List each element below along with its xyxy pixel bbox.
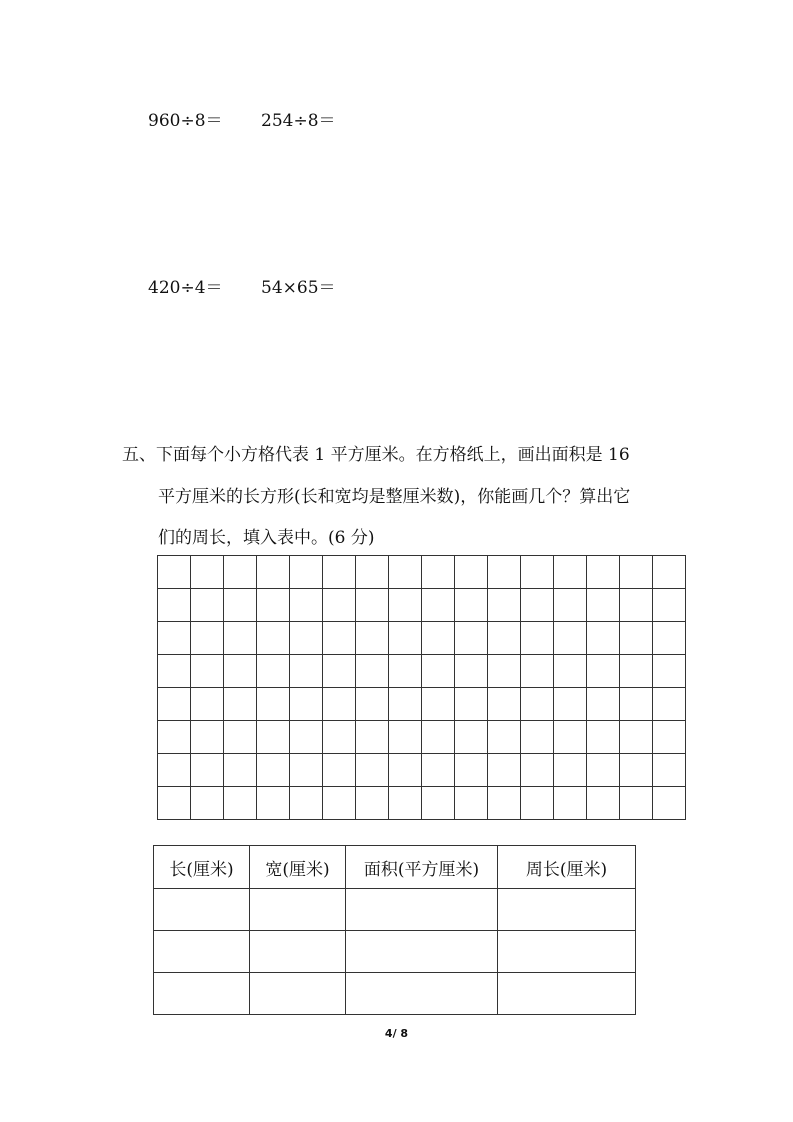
grid-cell[interactable] bbox=[554, 721, 587, 754]
answer-cell[interactable] bbox=[498, 931, 636, 973]
grid-cell[interactable] bbox=[620, 622, 653, 655]
grid-cell[interactable] bbox=[620, 721, 653, 754]
grid-cell[interactable] bbox=[158, 754, 191, 787]
grid-cell[interactable] bbox=[620, 556, 653, 589]
answer-cell[interactable] bbox=[250, 931, 346, 973]
question5-line1: 五、下面每个小方格代表 1 平方厘米。在方格纸上，画出面积是 16 bbox=[122, 445, 630, 465]
grid-cell[interactable] bbox=[257, 655, 290, 688]
grid-cell[interactable] bbox=[455, 688, 488, 721]
grid-cell[interactable] bbox=[620, 787, 653, 820]
grid-cell[interactable] bbox=[455, 622, 488, 655]
grid-cell[interactable] bbox=[257, 589, 290, 622]
equation-420-div-4: 420÷4＝ bbox=[148, 278, 223, 298]
grid-cell[interactable] bbox=[389, 787, 422, 820]
grid-row bbox=[158, 655, 686, 688]
grid-cell[interactable] bbox=[653, 787, 686, 820]
grid-cell[interactable] bbox=[488, 787, 521, 820]
grid-cell[interactable] bbox=[521, 754, 554, 787]
grid-cell[interactable] bbox=[158, 556, 191, 589]
grid-cell[interactable] bbox=[158, 655, 191, 688]
grid-cell[interactable] bbox=[587, 556, 620, 589]
grid-cell[interactable] bbox=[653, 754, 686, 787]
grid-cell[interactable] bbox=[191, 622, 224, 655]
grid-cell[interactable] bbox=[323, 721, 356, 754]
grid-cell[interactable] bbox=[389, 754, 422, 787]
answer-table bbox=[153, 845, 636, 1015]
grid-cell[interactable] bbox=[455, 787, 488, 820]
grid-cell[interactable] bbox=[554, 754, 587, 787]
answer-cell[interactable] bbox=[250, 973, 346, 1015]
grid-cell[interactable] bbox=[422, 622, 455, 655]
question5-line2: 平方厘米的长方形(长和宽均是整厘米数)，你能画几个？算出它 bbox=[158, 487, 631, 507]
header-width: 宽(厘米) bbox=[250, 846, 346, 889]
grid-cell[interactable] bbox=[620, 655, 653, 688]
grid-row bbox=[158, 622, 686, 655]
grid-cell[interactable] bbox=[257, 688, 290, 721]
answer-table-header-row bbox=[154, 846, 636, 889]
grid-cell[interactable] bbox=[455, 721, 488, 754]
answer-cell[interactable] bbox=[346, 889, 498, 931]
grid-cell[interactable] bbox=[323, 589, 356, 622]
grid-row bbox=[158, 688, 686, 721]
grid-cell[interactable] bbox=[191, 754, 224, 787]
grid-cell[interactable] bbox=[587, 589, 620, 622]
grid-cell[interactable] bbox=[191, 721, 224, 754]
grid-cell[interactable] bbox=[356, 589, 389, 622]
question5-line3: 们的周长，填入表中。(6 分) bbox=[158, 528, 375, 548]
grid-cell[interactable] bbox=[257, 787, 290, 820]
answer-row bbox=[154, 973, 636, 1015]
square-grid-paper[interactable] bbox=[157, 555, 686, 820]
grid-cell[interactable] bbox=[455, 589, 488, 622]
grid-cell[interactable] bbox=[587, 655, 620, 688]
answer-cell[interactable] bbox=[154, 973, 250, 1015]
grid-cell[interactable] bbox=[356, 721, 389, 754]
grid-cell[interactable] bbox=[653, 589, 686, 622]
grid-cell[interactable] bbox=[356, 688, 389, 721]
grid-cell[interactable] bbox=[290, 688, 323, 721]
grid-cell[interactable] bbox=[389, 655, 422, 688]
grid-cell[interactable] bbox=[158, 688, 191, 721]
grid-cell[interactable] bbox=[455, 655, 488, 688]
grid-cell[interactable] bbox=[488, 589, 521, 622]
grid-cell[interactable] bbox=[587, 787, 620, 820]
grid-cell[interactable] bbox=[191, 688, 224, 721]
grid-cell[interactable] bbox=[554, 655, 587, 688]
grid-cell[interactable] bbox=[158, 721, 191, 754]
answer-cell[interactable] bbox=[498, 973, 636, 1015]
grid-cell[interactable] bbox=[653, 721, 686, 754]
grid-cell[interactable] bbox=[620, 688, 653, 721]
grid-cell[interactable] bbox=[158, 589, 191, 622]
answer-cell[interactable] bbox=[250, 889, 346, 931]
grid-cell[interactable] bbox=[422, 688, 455, 721]
grid-cell[interactable] bbox=[323, 754, 356, 787]
grid-cell[interactable] bbox=[554, 556, 587, 589]
grid-cell[interactable] bbox=[587, 721, 620, 754]
grid-cell[interactable] bbox=[224, 787, 257, 820]
answer-row bbox=[154, 889, 636, 931]
equation-254-div-8: 254÷8＝ bbox=[261, 111, 336, 131]
grid-cell[interactable] bbox=[323, 655, 356, 688]
grid-cell[interactable] bbox=[191, 787, 224, 820]
grid-cell[interactable] bbox=[488, 556, 521, 589]
grid-cell[interactable] bbox=[257, 721, 290, 754]
grid-cell[interactable] bbox=[389, 556, 422, 589]
grid-cell[interactable] bbox=[323, 556, 356, 589]
grid-cell[interactable] bbox=[554, 622, 587, 655]
grid-cell[interactable] bbox=[488, 721, 521, 754]
grid-cell[interactable] bbox=[257, 754, 290, 787]
grid-cell[interactable] bbox=[521, 688, 554, 721]
grid-cell[interactable] bbox=[191, 589, 224, 622]
grid-cell[interactable] bbox=[224, 721, 257, 754]
grid-cell[interactable] bbox=[521, 589, 554, 622]
grid-cell[interactable] bbox=[521, 787, 554, 820]
grid-cell[interactable] bbox=[554, 787, 587, 820]
grid-cell[interactable] bbox=[653, 556, 686, 589]
grid-cell[interactable] bbox=[257, 622, 290, 655]
grid-cell[interactable] bbox=[521, 556, 554, 589]
grid-cell[interactable] bbox=[158, 787, 191, 820]
grid-cell[interactable] bbox=[323, 787, 356, 820]
grid-cell[interactable] bbox=[356, 754, 389, 787]
grid-cell[interactable] bbox=[158, 622, 191, 655]
grid-cell[interactable] bbox=[455, 754, 488, 787]
grid-cell[interactable] bbox=[422, 754, 455, 787]
grid-cell[interactable] bbox=[191, 655, 224, 688]
grid-cell[interactable] bbox=[422, 556, 455, 589]
header-length: 长(厘米) bbox=[154, 846, 250, 889]
grid-cell[interactable] bbox=[422, 721, 455, 754]
grid-cell[interactable] bbox=[653, 622, 686, 655]
answer-cell[interactable] bbox=[154, 931, 250, 973]
equation-54-times-65: 54×65＝ bbox=[261, 278, 336, 298]
grid-cell[interactable] bbox=[356, 556, 389, 589]
equation-960-div-8: 960÷8＝ bbox=[148, 111, 223, 131]
grid-cell[interactable] bbox=[356, 787, 389, 820]
grid-row bbox=[158, 721, 686, 754]
grid-cell[interactable] bbox=[290, 556, 323, 589]
grid-cell[interactable] bbox=[389, 721, 422, 754]
answer-row bbox=[154, 931, 636, 973]
grid-cell[interactable] bbox=[290, 622, 323, 655]
grid-cell[interactable] bbox=[356, 622, 389, 655]
grid-cell[interactable] bbox=[224, 622, 257, 655]
grid-cell[interactable] bbox=[389, 688, 422, 721]
grid-cell[interactable] bbox=[389, 622, 422, 655]
page-number: 4/ 8 bbox=[384, 1027, 409, 1040]
grid-row bbox=[158, 787, 686, 820]
grid-row bbox=[158, 556, 686, 589]
answer-cell[interactable] bbox=[498, 889, 636, 931]
grid-cell[interactable] bbox=[290, 721, 323, 754]
grid-cell[interactable] bbox=[257, 556, 290, 589]
grid-cell[interactable] bbox=[224, 688, 257, 721]
grid-cell[interactable] bbox=[488, 655, 521, 688]
grid-cell[interactable] bbox=[224, 754, 257, 787]
grid-cell[interactable] bbox=[620, 589, 653, 622]
grid-cell[interactable] bbox=[587, 688, 620, 721]
grid-cell[interactable] bbox=[521, 622, 554, 655]
grid-cell[interactable] bbox=[455, 556, 488, 589]
grid-cell[interactable] bbox=[356, 655, 389, 688]
grid-cell[interactable] bbox=[422, 655, 455, 688]
grid-cell[interactable] bbox=[191, 556, 224, 589]
grid-cell[interactable] bbox=[323, 688, 356, 721]
grid-cell[interactable] bbox=[290, 787, 323, 820]
grid-cell[interactable] bbox=[653, 688, 686, 721]
answer-cell[interactable] bbox=[346, 931, 498, 973]
grid-cell[interactable] bbox=[389, 589, 422, 622]
grid-cell[interactable] bbox=[323, 622, 356, 655]
grid-cell[interactable] bbox=[224, 655, 257, 688]
grid-cell[interactable] bbox=[488, 622, 521, 655]
grid-cell[interactable] bbox=[587, 622, 620, 655]
grid-cell[interactable] bbox=[554, 589, 587, 622]
answer-cell[interactable] bbox=[154, 889, 250, 931]
grid-cell[interactable] bbox=[422, 787, 455, 820]
grid-cell[interactable] bbox=[290, 754, 323, 787]
grid-cell[interactable] bbox=[554, 688, 587, 721]
grid-cell[interactable] bbox=[290, 589, 323, 622]
grid-cell[interactable] bbox=[290, 655, 323, 688]
grid-cell[interactable] bbox=[224, 556, 257, 589]
grid-cell[interactable] bbox=[422, 589, 455, 622]
grid-cell[interactable] bbox=[224, 589, 257, 622]
grid-cell[interactable] bbox=[587, 754, 620, 787]
grid-cell[interactable] bbox=[620, 754, 653, 787]
grid-cell[interactable] bbox=[488, 754, 521, 787]
header-area: 面积(平方厘米) bbox=[346, 846, 498, 889]
grid-row bbox=[158, 754, 686, 787]
answer-cell[interactable] bbox=[346, 973, 498, 1015]
grid-cell[interactable] bbox=[488, 688, 521, 721]
grid-cell[interactable] bbox=[521, 721, 554, 754]
header-perimeter: 周长(厘米) bbox=[498, 846, 636, 889]
grid-cell[interactable] bbox=[521, 655, 554, 688]
grid-cell[interactable] bbox=[653, 655, 686, 688]
grid-row bbox=[158, 589, 686, 622]
